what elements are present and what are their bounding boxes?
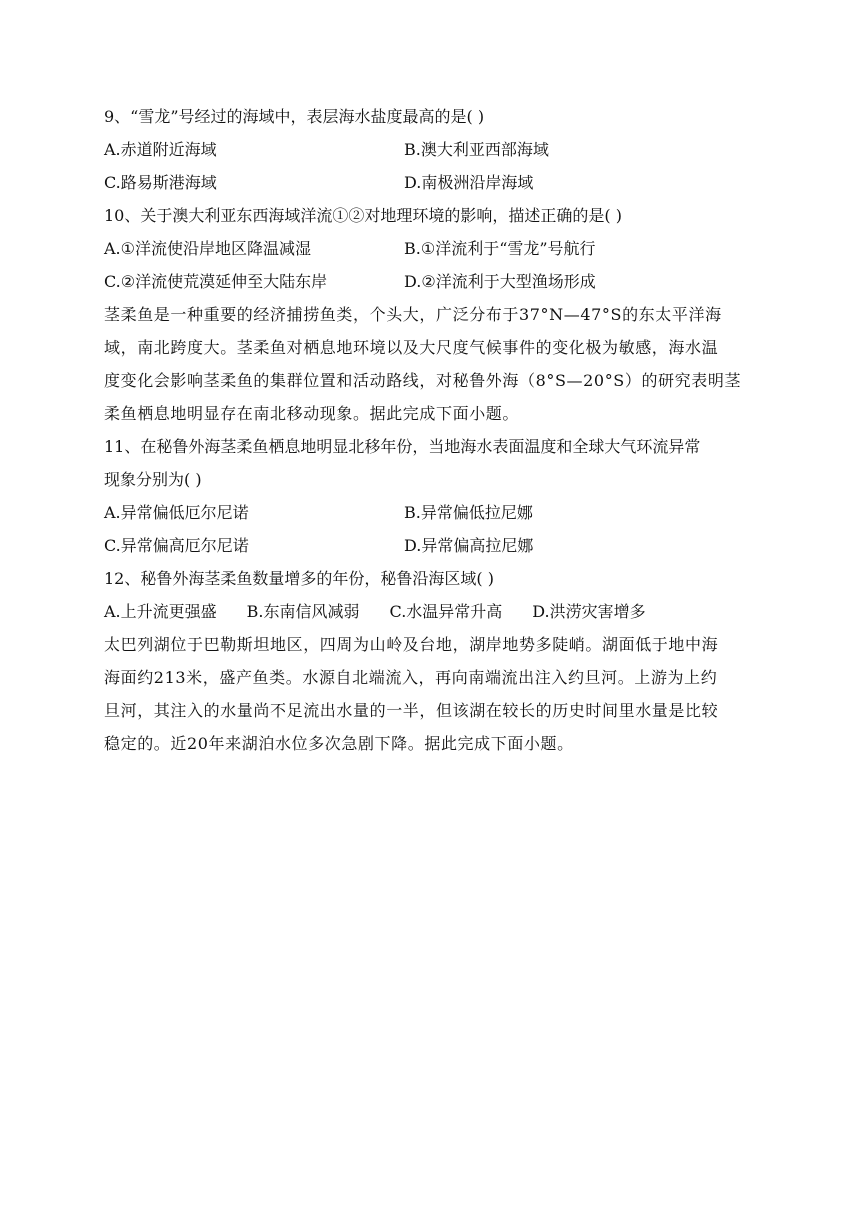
passage-squid-line-3: 度变化会影响茎柔鱼的集群位置和活动路线，对秘鲁外海（8°S—20°S）的研究表明茎	[104, 371, 742, 390]
question-9-option-b[interactable]: B.澳大利亚西部海域	[404, 140, 549, 159]
question-10-options-row-2	[104, 265, 758, 298]
question-12-option-a[interactable]: A.上升流更强盛	[104, 602, 217, 621]
question-10-option-d[interactable]: D.②洋流利于大型渔场形成	[404, 272, 596, 291]
passage-squid-line-1: 茎柔鱼是一种重要的经济捕捞鱼类，个头大，广泛分布于37°N—47°S的东太平洋海	[104, 305, 722, 324]
question-10-options-row-1	[104, 232, 758, 265]
question-12-option-d[interactable]: D.洪涝灾害增多	[532, 602, 646, 621]
question-10-option-c[interactable]: C.②洋流使荒漠延伸至大陆东岸	[104, 272, 328, 291]
question-11-options-row-1	[104, 496, 758, 529]
passage-lake-line-1: 太巴列湖位于巴勒斯坦地区，四周为山岭及台地，湖岸地势多陡峭。湖面低于地中海	[104, 635, 719, 654]
passage-lake-line-3: 旦河，其注入的水量尚不足流出水量的一半，但该湖在较长的历史时间里水量是比较	[104, 701, 719, 720]
question-9-option-a[interactable]: A.赤道附近海域	[104, 140, 217, 159]
question-11-option-b[interactable]: B.异常偏低拉尼娜	[404, 503, 533, 522]
question-11-option-a[interactable]: A.异常偏低厄尔尼诺	[104, 503, 249, 522]
question-11-option-d[interactable]: D.异常偏高拉尼娜	[404, 536, 534, 555]
document-page	[104, 100, 758, 760]
question-9-stem: 9、“雪龙”号经过的海域中，表层海水盐度最高的是( )	[104, 107, 485, 126]
question-9-options-row-1	[104, 133, 758, 166]
question-9-option-d[interactable]: D.南极洲沿岸海域	[404, 173, 534, 192]
question-11-stem-line-2: 现象分别为( )	[104, 470, 202, 489]
question-10-option-a[interactable]: A.①洋流使沿岸地区降温减湿	[104, 239, 311, 258]
passage-lake-tiberias	[104, 628, 758, 760]
passage-squid-line-2: 域，南北跨度大。茎柔鱼对栖息地环境以及大尺度气候事件的变化极为敏感，海水温	[104, 338, 719, 357]
passage-squid	[104, 298, 758, 430]
question-9-option-c[interactable]: C.路易斯港海域	[104, 173, 217, 192]
passage-lake-line-2: 海面约213米，盛产鱼类。水源自北端流入，再向南端流出注入约旦河。上游为上约	[104, 668, 718, 687]
question-12-option-c[interactable]: C.水温异常升高	[389, 602, 503, 621]
question-11-option-c[interactable]: C.异常偏高厄尔尼诺	[104, 536, 249, 555]
passage-squid-line-4: 柔鱼栖息地明显存在南北移动现象。据此完成下面小题。	[104, 404, 520, 423]
question-12-options-row	[104, 595, 758, 628]
question-10-option-b[interactable]: B.①洋流利于“雪龙”号航行	[404, 239, 596, 258]
question-12-option-b[interactable]: B.东南信风减弱	[246, 602, 360, 621]
question-9-options-row-2	[104, 166, 758, 199]
question-11-stem-line-1: 11、在秘鲁外海茎柔鱼栖息地明显北移年份，当地海水表面温度和全球大气环流异常	[104, 437, 701, 456]
question-11-options-row-2	[104, 529, 758, 562]
passage-lake-line-4: 稳定的。近20年来湖泊水位多次急剧下降。据此完成下面小题。	[104, 734, 574, 753]
question-10-stem: 10、关于澳大利亚东西海域洋流①②对地理环境的影响，描述正确的是( )	[104, 206, 622, 225]
question-12-stem: 12、秘鲁外海茎柔鱼数量增多的年份，秘鲁沿海区域( )	[104, 569, 494, 588]
